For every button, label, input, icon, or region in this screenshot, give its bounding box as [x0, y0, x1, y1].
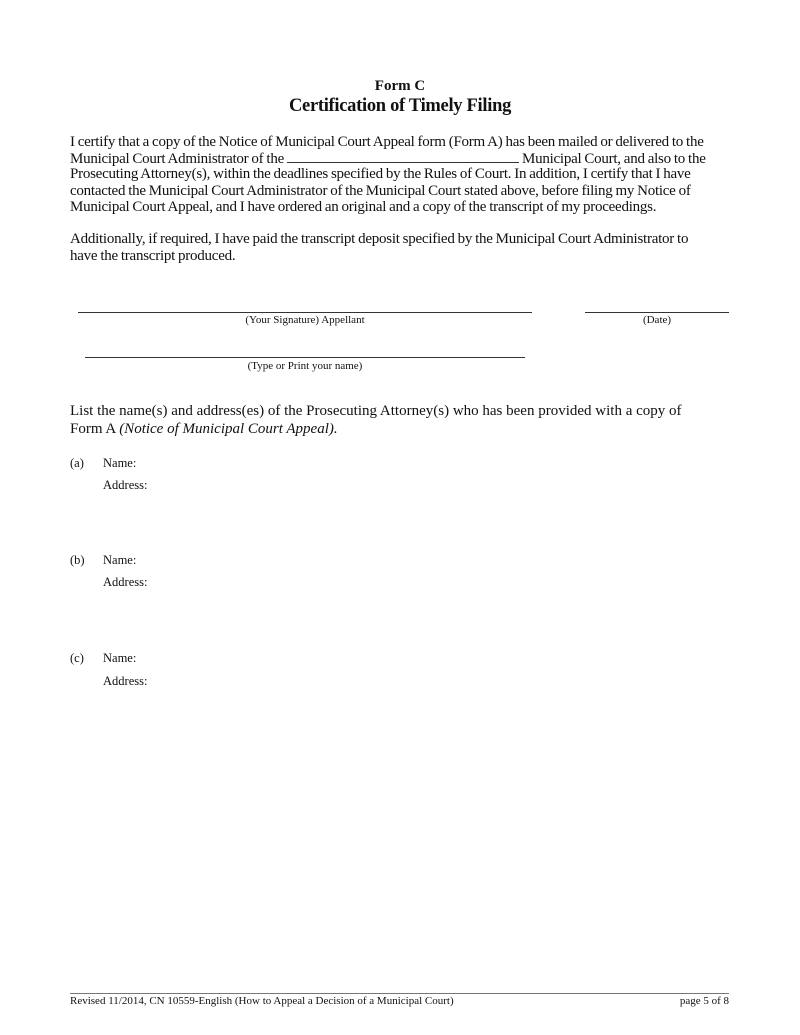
- paragraph1-line2-after: Municipal Court, and also to the: [521, 151, 706, 167]
- entry-a-marker: (a): [70, 456, 84, 470]
- form-label: Form C: [374, 78, 426, 94]
- paragraph1-line5: Municipal Court Appeal, and I have ordered an original and a copy of the transcript of my proceedings.: [70, 199, 657, 215]
- footer-divider: [70, 993, 729, 994]
- list-intro-line2: [70, 421, 338, 438]
- printed-name-line[interactable]: [85, 357, 525, 358]
- entry-a-name-label: Name:: [103, 456, 137, 470]
- entry-b-marker: (b): [70, 553, 85, 567]
- footer-revision: Revised 11/2014, CN 10559-English (How to Appeal a Decision of a Municipal Court): [70, 995, 454, 1007]
- paragraph1-line2-before: Municipal Court Administrator of the: [70, 151, 284, 167]
- paragraph1-line4: contacted the Municipal Court Administrator of the Municipal Court stated above, before filing my Notice of: [70, 183, 691, 199]
- entry-c-address-label: Address:: [103, 674, 148, 688]
- entry-b-name-label: Name:: [103, 553, 137, 567]
- paragraph2-line1: Additionally, if required, I have paid the transcript deposit specified by the Municipal Court Administrator to: [70, 231, 689, 247]
- entry-b-address-label: Address:: [103, 575, 148, 589]
- entry-a-address-label: Address:: [103, 478, 148, 492]
- court-name-blank[interactable]: [287, 150, 519, 163]
- date-label: (Date): [642, 314, 672, 326]
- page-title: Certification of Timely Filing: [288, 96, 512, 116]
- list-intro-line1: List the name(s) and address(es) of the Prosecuting Attorney(s) who has been provided with a copy of: [70, 403, 682, 419]
- entry-c-marker: (c): [70, 651, 84, 665]
- signature-label: (Your Signature) Appellant: [245, 314, 365, 326]
- printed-name-label: (Type or Print your name): [247, 360, 363, 372]
- list-intro-prefix: Form A: [70, 421, 120, 437]
- paragraph1-line3: Prosecuting Attorney(s), within the deadlines specified by the Rules of Court. In addition, I certify that I have: [70, 166, 691, 182]
- signature-line[interactable]: [78, 312, 532, 313]
- entry-c-name-label: Name:: [103, 651, 137, 665]
- footer-page-number: page 5 of 8: [679, 995, 729, 1007]
- date-line[interactable]: [585, 312, 729, 313]
- paragraph1-line1: I certify that a copy of the Notice of Municipal Court Appeal form (Form A) has been mailed or delivered to the: [70, 134, 704, 150]
- paragraph2-line2: have the transcript produced.: [70, 248, 236, 264]
- list-intro-italic: (Notice of Municipal Court Appeal).: [119, 421, 338, 437]
